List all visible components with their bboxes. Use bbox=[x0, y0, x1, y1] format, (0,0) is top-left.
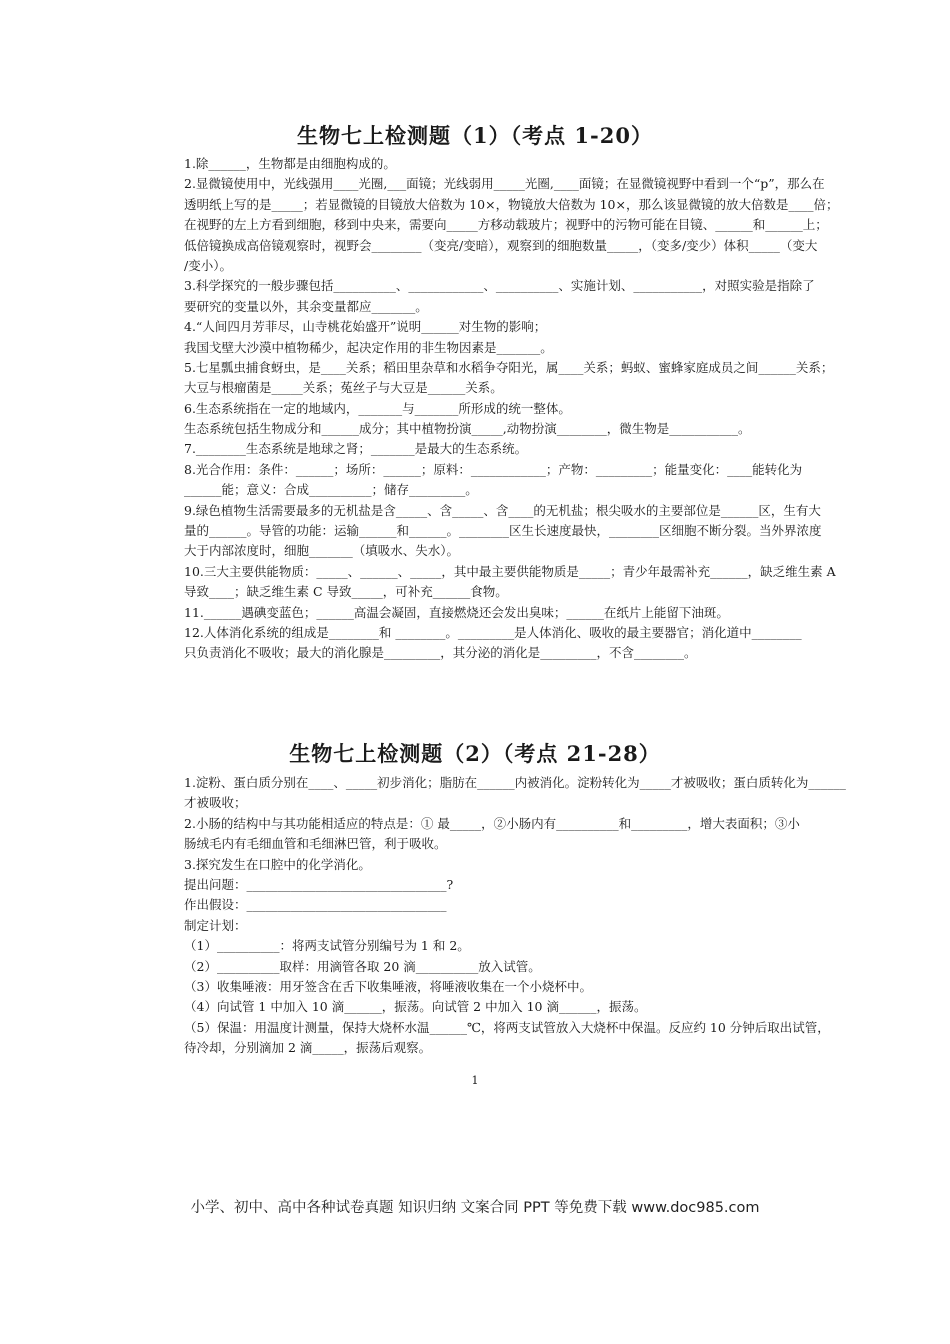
section2-title: 生物七上检测题（2）（考点 21-28） bbox=[289, 741, 661, 766]
question-line: （5）保温：用温度计测量，保持大烧杯水温______℃，将两支试管放入大烧杯中保温。反应约 10 分钟后取出试管， bbox=[184, 1019, 830, 1035]
question-line: 在视野的左上方看到细胞，移到中央来，需要向_____方移动载玻片；视野中的污物可能在目镜、______和______上； bbox=[184, 217, 828, 233]
question-line: 1.除______，生物都是由细胞构成的。 bbox=[184, 156, 396, 171]
question-line: ______能；意义：合成__________；储存_________。 bbox=[184, 482, 478, 498]
question-line: 9.绿色植物生活需要最多的无机盐是含_____、含_____、含____的无机盐；根尖吸水的主要部位是______区，生有大 bbox=[184, 502, 821, 518]
question-line: 只负责消化不吸收；最大的消化腺是_________，其分泌的消化是_________，不含________。 bbox=[184, 645, 697, 661]
page-number: 1 bbox=[471, 1074, 479, 1087]
question-line: 2.小肠的结构中与其功能相适应的特点是：① 最_____，②小肠内有__________和_________，增大表面积；③小 bbox=[184, 815, 800, 831]
question-line: 导致____；缺乏维生素 C 导致_____，可补充______食物。 bbox=[184, 584, 508, 600]
question-line: 肠绒毛内有毛细血管和毛细淋巴管，利于吸收。 bbox=[184, 836, 447, 852]
question-line: 3.科学探究的一般步骤包括__________、____________、__________、实施计划、___________，对照实验是指除了 bbox=[184, 278, 815, 294]
question-line: （2）__________取样：用滴管各取 20 滴__________放入试管。 bbox=[184, 958, 541, 974]
question-line: 要研究的变量以外，其余变量都应_______。 bbox=[184, 298, 428, 314]
section2-questions bbox=[184, 773, 890, 1058]
question-line: /变小）。 bbox=[184, 257, 232, 273]
section1-questions bbox=[184, 154, 890, 664]
question-line: 量的______。导管的功能：运输______和______。________区生长速度最快，________区细胞不断分裂。当外界浓度 bbox=[184, 523, 822, 539]
question-line: 4.“人间四月芳菲尽，山寺桃花始盛开”说明______对生物的影响； bbox=[184, 319, 547, 335]
question-line: 6.生态系统指在一定的地域内，_______与_______所形成的统一整体。 bbox=[184, 400, 571, 416]
question-line: 低倍镜换成高倍镜观察时，视野会________（变亮/变暗），观察到的细胞数量_____，（变多/变少）体积_____（变大 bbox=[184, 237, 818, 253]
question-line: 12.人体消化系统的组成是________和 ________。_________是人体消化、吸收的最主要器官；消化道中________ bbox=[184, 624, 802, 640]
question-line: 8.光合作用：条件：______；场所：______；原料：____________；产物：_________；能量变化：____能转化为 bbox=[184, 461, 803, 477]
question-line: 大于内部浓度时，细胞_______（填吸水、失水）。 bbox=[184, 543, 460, 559]
question-line: （3）收集唾液：用牙签含在舌下收集唾液，将唾液收集在一个小烧杯中。 bbox=[184, 978, 592, 994]
question-line: 待冷却，分别滴加 2 滴_____，振荡后观察。 bbox=[184, 1040, 432, 1056]
question-line: 7.________生态系统是地球之肾；_______是最大的生态系统。 bbox=[184, 441, 528, 457]
question-line: 5.七星瓢虫捕食蚜虫，是____关系；稻田里杂草和水稻争夺阳光，属____关系；蚂蚁、蜜蜂家庭成员之间______关系； bbox=[184, 359, 834, 375]
question-line: 10.三大主要供能物质：_____、______、_____，其中最主要供能物质是_____；青少年最需补充______，缺乏维生素 A bbox=[184, 563, 836, 579]
question-line: 制定计划： bbox=[184, 917, 247, 933]
question-line: 我国戈壁大沙漠中植物稀少，起决定作用的非生物因素是_______。 bbox=[184, 339, 553, 355]
question-line: 生态系统包括生物成分和______成分；其中植物扮演_____,动物扮演________，微生物是___________。 bbox=[184, 421, 751, 437]
question-line: 2.显微镜使用中，光线强用____光圈,___面镜；光线弱用_____光圈,____面镜；在显微镜视野中看到一个“p”，那么在 bbox=[184, 176, 825, 192]
question-line: 才被吸收； bbox=[184, 795, 247, 811]
question-line: 透明纸上写的是_____；若显微镜的目镜放大倍数为 10×，物镜放大倍数为 10×，那么该显微镜的放大倍数是____倍； bbox=[184, 196, 839, 212]
question-line: 3.探究发生在口腔中的化学消化。 bbox=[184, 856, 371, 872]
footer-ad-text: 小学、初中、高中各种试卷真题 知识归纳 文案合同 PPT 等免费下载 www.doc985.com bbox=[190, 1200, 760, 1216]
question-line: 提出问题：________________________________? bbox=[184, 876, 454, 892]
question-line: 大豆与根瘤菌是_____关系；菟丝子与大豆是______关系。 bbox=[184, 380, 503, 396]
question-line: 1.淀粉、蛋白质分别在____、_____初步消化；脂肪在______内被消化。淀粉转化为_____才被吸收；蛋白质转化为______ bbox=[184, 775, 846, 790]
question-line: （1）__________：将两支试管分别编号为 1 和 2。 bbox=[184, 938, 470, 954]
question-line: 11.______遇碘变蓝色；______高温会凝固，直接燃烧还会发出臭味；______在纸片上能留下油斑。 bbox=[184, 604, 729, 620]
section1-title: 生物七上检测题（1）（考点 1-20） bbox=[297, 123, 653, 148]
question-line: 作出假设：________________________________ bbox=[184, 897, 447, 913]
question-line: （4）向试管 1 中加入 10 滴______，振荡。向试管 2 中加入 10 滴______，振荡。 bbox=[184, 999, 647, 1015]
